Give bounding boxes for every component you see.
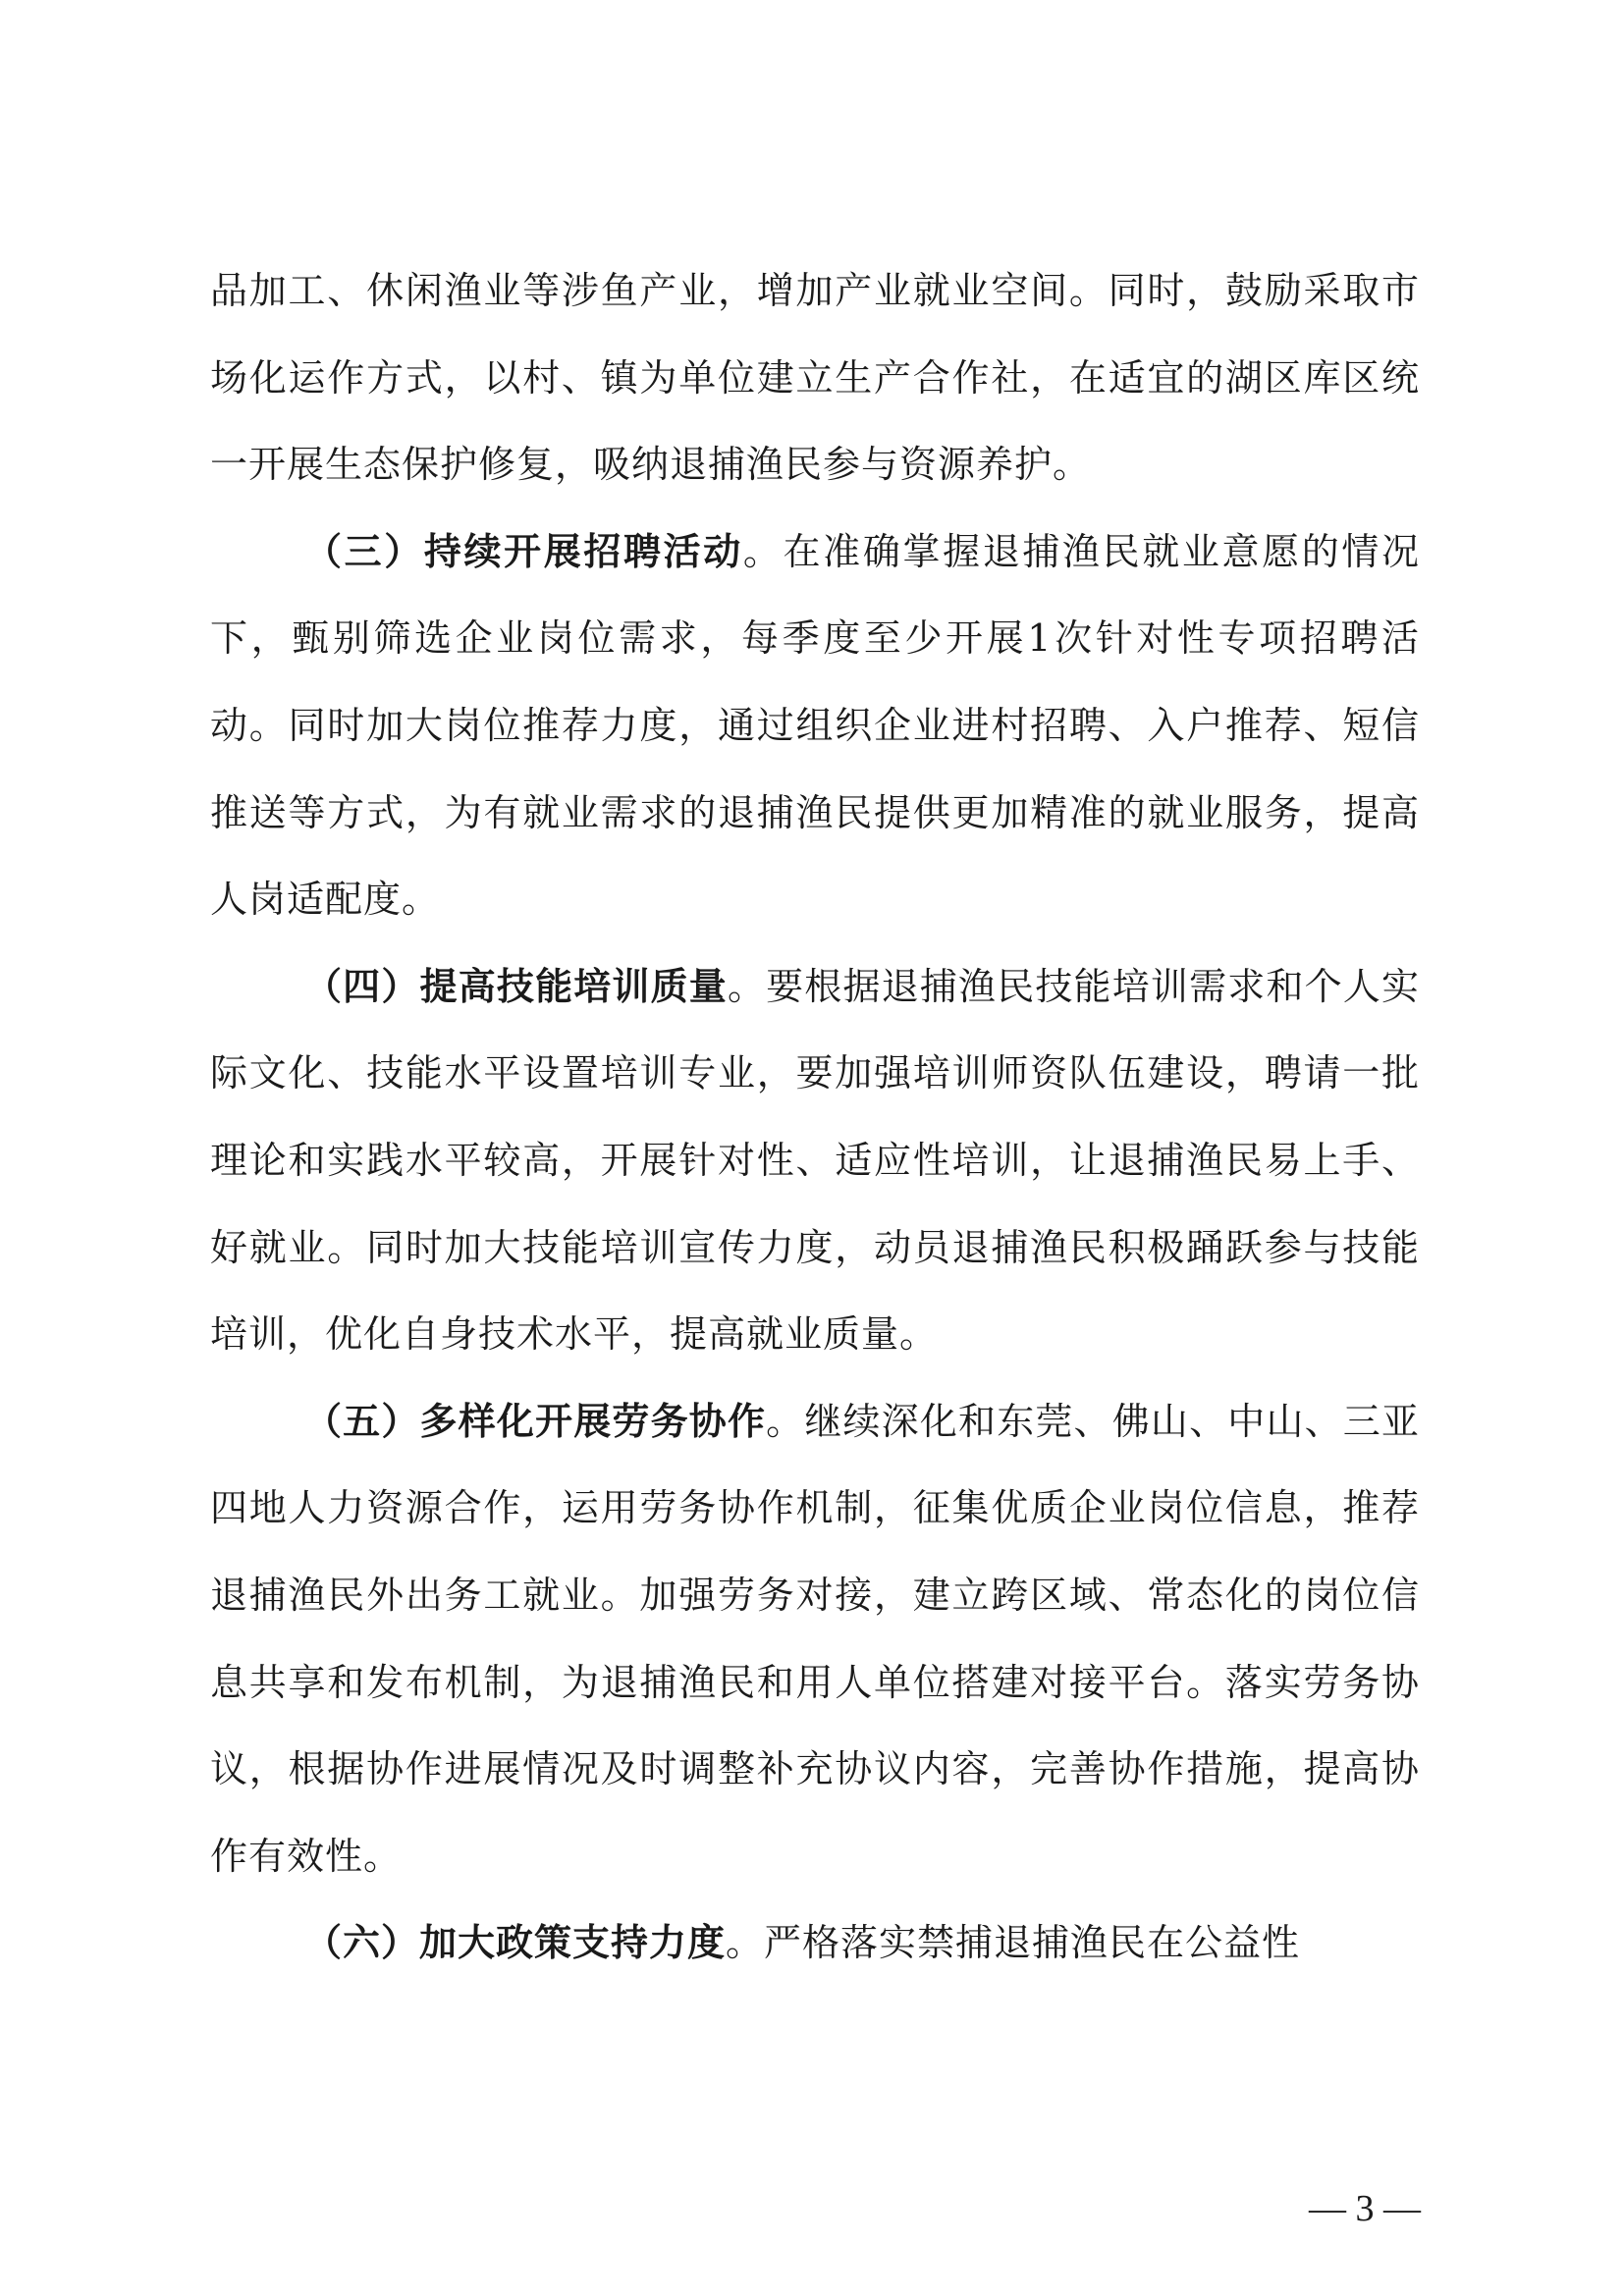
paragraph-recruitment xyxy=(210,508,1420,943)
paragraph-text: 。继续深化和东莞、佛山、中山、三亚四地人力资源合作，运用劳务协作机制，征集优质企业岗位信息，推荐退捕渔民外出务工就业。加强劳务对接，建立跨区域、常态化的岗位信息共享和发布机制，为退捕渔民和用人单位搭建对接平台。落实劳务协议，根据协作进展情况及时调整补充协议内容，完善协作措施，提高协作有效性。 xyxy=(210,1399,1420,1878)
paragraph-text: 。要根据退捕渔民技能培训需求和个人实际文化、技能水平设置培训专业，要加强培训师资队伍建设，聘请一批理论和实践水平较高，开展针对性、适应性培训，让退捕渔民易上手、好就业。同时加大技能培训宣传力度，动员退捕渔民积极踊跃参与技能培训，优化自身技术水平，提高就业质量。 xyxy=(210,964,1420,1357)
paragraph-labor-cooperation xyxy=(210,1378,1420,1900)
body-text xyxy=(210,247,1420,1987)
paragraph-continuation xyxy=(210,247,1420,508)
paragraph-policy-support xyxy=(210,1899,1420,1987)
section-heading: （三）持续开展招聘活动 xyxy=(304,529,743,573)
section-heading: （五）多样化开展劳务协作 xyxy=(304,1399,767,1443)
page-number: — 3 — xyxy=(1309,2188,1421,2229)
paragraph-text: 。在准确掌握退捕渔民就业意愿的情况下，甄别筛选企业岗位需求，每季度至少开展1次针对性专项招聘活动。同时加大岗位推荐力度，通过组织企业进村招聘、入户推荐、短信推送等方式，为有就业需求的退捕渔民提供更加精准的就业服务，提高人岗适配度。 xyxy=(210,529,1420,922)
paragraph-text: 品加工、休闲渔业等涉鱼产业，增加产业就业空间。同时，鼓励采取市场化运作方式，以村、镇为单位建立生产合作社，在适宜的湖区库区统一开展生态保护修复，吸纳退捕渔民参与资源养护。 xyxy=(210,269,1420,487)
paragraph-training xyxy=(210,943,1420,1378)
section-heading: （六）加大政策支持力度 xyxy=(304,1921,727,1965)
paragraph-text: 。严格落实禁捕退捕渔民在公益性 xyxy=(726,1921,1301,1965)
section-heading: （四）提高技能培训质量 xyxy=(304,964,728,1008)
